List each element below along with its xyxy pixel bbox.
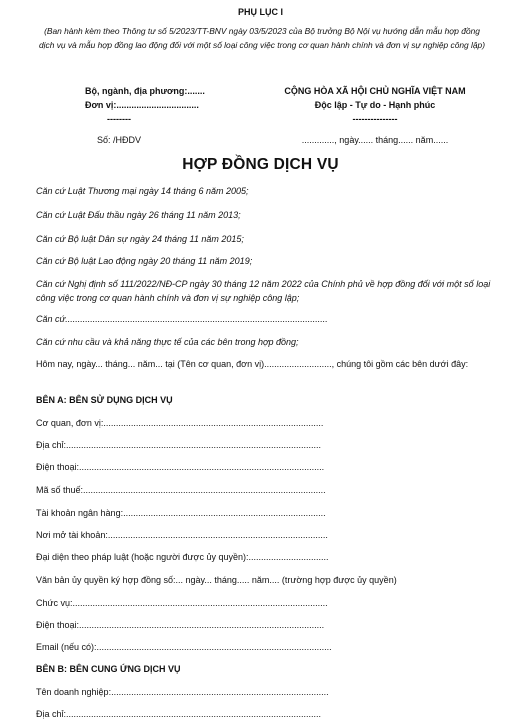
party-a-field: Đại diện theo pháp luật (hoặc người được ủy quyền):................................ — [36, 552, 329, 562]
party-a-field: Mã số thuế:................................................................................................. — [36, 485, 326, 495]
intro-paragraph: Hôm nay, ngày... tháng... năm... tại (Tên cơ quan, đơn vị)..........................., chúng tôi gồm các bên dưới đây: — [36, 359, 469, 369]
party-b-field: Địa chỉ:...................................................................................................... — [36, 709, 322, 719]
party-a-field: Cơ quan, đơn vị:........................................................................................ — [36, 418, 324, 428]
right-separator: --------------- — [352, 114, 398, 124]
place-date-line: ............., ngày...... tháng...... năm...... — [301, 135, 449, 145]
issuance-note: (Ban hành kèm theo Thông tư số 5/2023/TT-BNV ngày 03/5/2023 của Bộ trưởng Bộ Nội vụ hướng dẫn mẫu hợp đồng dịch vụ và mẫu hợp đồng lao động đối với một số loại công việc trong cơ quan hành chính và đơn vị sự nghiệp công lập) — [39, 26, 485, 50]
basis-line: Căn cứ Bộ luật Dân sự ngày 24 tháng 11 năm 2015; — [36, 234, 244, 244]
party-b-field: Tên doanh nghiệp:....................................................................................... — [36, 687, 329, 697]
left-separator: -------- — [107, 114, 131, 124]
party-a-field: Điện thoại:.................................................................................................. — [36, 620, 325, 630]
document-title: HỢP ĐỒNG DỊCH VỤ — [182, 156, 339, 173]
party-a-heading: BÊN A: BÊN SỬ DỤNG DỊCH VỤ — [36, 395, 173, 405]
party-a-field: Email (nếu có):.............................................................................................. — [36, 642, 332, 652]
party-a-field: Chức vụ:...................................................................................................... — [36, 598, 328, 608]
national-motto: Độc lập - Tự do - Hạnh phúc — [314, 100, 436, 110]
party-a-field: Điện thoại:.................................................................................................. — [36, 462, 325, 472]
contract-number: Số: /HĐDV — [97, 135, 142, 145]
party-a-field: Văn bản ủy quyền ký hợp đồng số:... ngày... tháng..... năm.... (trường hợp được ủy quyền) — [36, 575, 397, 585]
party-a-field: Địa chỉ:...................................................................................................... — [36, 440, 322, 450]
unit-field: Đơn vị:................................. — [85, 100, 199, 110]
basis-line: Căn cứ Nghị định số 111/2022/NĐ-CP ngày 30 tháng 12 năm 2022 của Chính phủ về hợp đồng đối với một số loại công việc trong cơ quan hành chính và đơn vị sự nghiệp công lập; — [36, 279, 491, 303]
basis-line: Căn cứ Bộ luật Lao động ngày 20 tháng 11 năm 2019; — [36, 256, 253, 266]
basis-line: Căn cứ Luật Thương mại ngày 14 tháng 6 năm 2005; — [36, 186, 249, 196]
party-a-field: Nơi mở tài khoản:........................................................................................ — [36, 530, 328, 540]
appendix-title: PHỤ LỤC I — [238, 7, 283, 17]
ministry-field: Bộ, ngành, địa phương:....... — [85, 86, 205, 96]
national-name: CỘNG HÒA XÃ HỘI CHỦ NGHĨA VIỆT NAM — [284, 86, 466, 96]
party-a-field: Tài khoản ngân hàng:................................................................................. — [36, 508, 326, 518]
party-b-heading: BÊN B: BÊN CUNG ỨNG DỊCH VỤ — [36, 664, 181, 674]
basis-line: Căn cứ......................................................................................................... — [36, 314, 328, 324]
basis-line: Căn cứ Luật Đấu thầu ngày 26 tháng 11 năm 2013; — [36, 210, 241, 220]
basis-line: Căn cứ nhu cầu và khả năng thực tế của các bên trong hợp đồng; — [36, 337, 299, 347]
